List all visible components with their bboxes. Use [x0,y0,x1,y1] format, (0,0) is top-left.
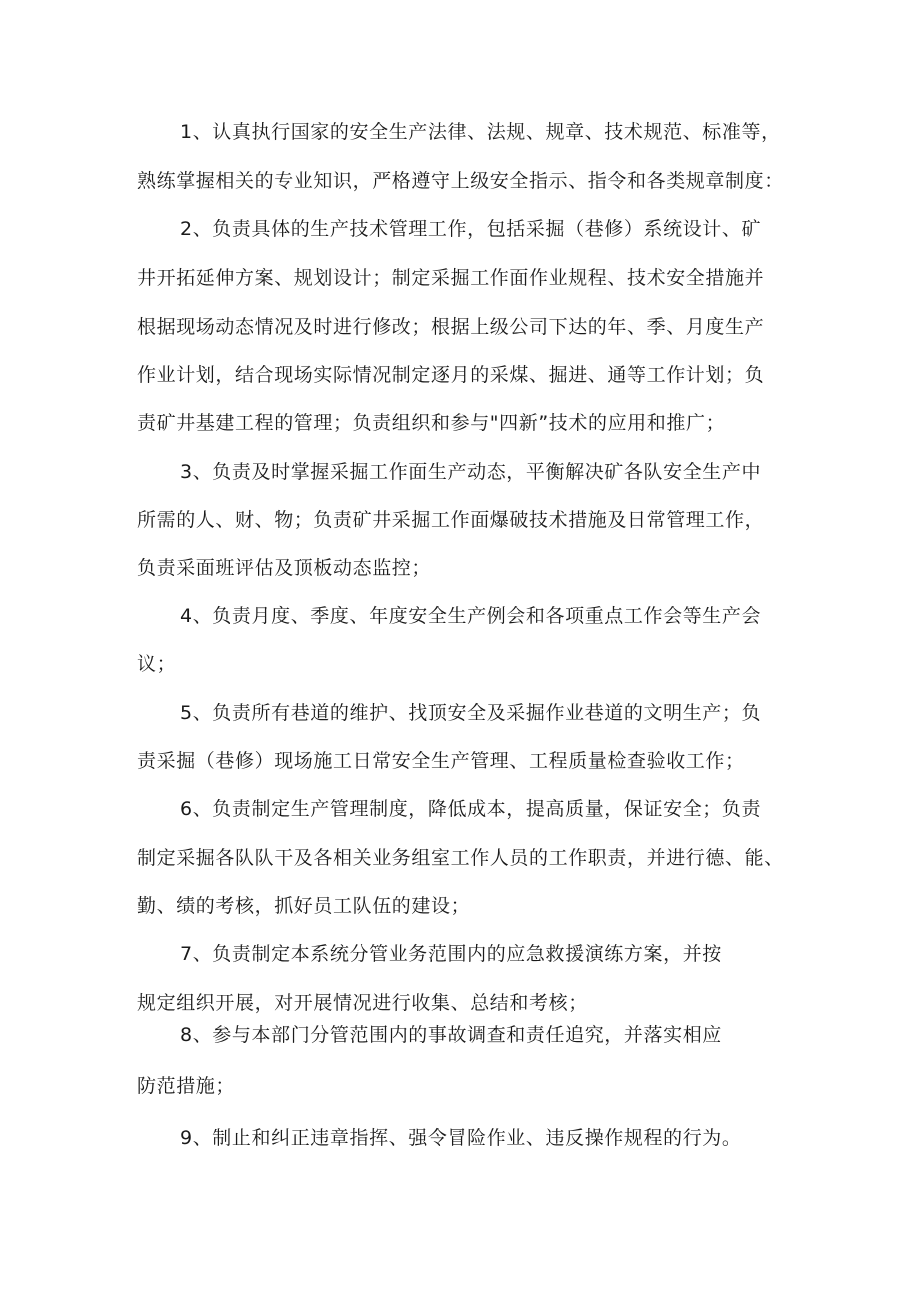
duty-item-9-line-1: 9、制止和纠正违章指挥、强令冒险作业、违反操作规程的行为。 [180,1127,742,1149]
duty-item-1-line-2: 熟练掌握相关的专业知识，严格遵守上级安全指示、指令和各类规章制度： [137,170,784,192]
duty-item-2-line-4: 作业计划，结合现场实际情况制定逐月的采煤、掘进、通等工作计划；负 [137,364,765,386]
duty-item-2-line-3: 根据现场动态情况及时进行修改；根据上级公司下达的年、季、月度生产 [137,316,765,338]
duty-item-3-line-3: 负责采面班评估及顶板动态监控； [137,557,432,579]
duty-item-2-line-5: 责矿井基建工程的管理；负责组织和参与"四新”技术的应用和推广； [137,412,726,434]
duty-item-4-line-1: 4、负责月度、季度、年度安全生产例会和各项重点工作会等生产会 [180,605,762,627]
duty-item-7-line-2: 规定组织开展，对开展情况进行收集、总结和考核； [137,992,588,1014]
duty-item-3-line-1: 3、负责及时掌握采掘工作面生产动态，平衡解决矿各队安全生产中 [180,461,762,483]
duty-item-7-line-1: 7、负责制定本系统分管业务范围内的应急救援演练方案，并按 [180,943,722,965]
duty-item-5-line-2: 责采掘（巷修）现场施工日常安全生产管理、工程质量检查验收工作； [137,750,745,772]
duty-item-3-line-2: 所需的人、财、物；负责矿井采掘工作面爆破技术措施及日常管理工作， [137,509,765,531]
duty-item-8-line-2: 防范措施； [137,1075,236,1097]
duty-item-5-line-1: 5、负责所有巷道的维护、找顶安全及采掘作业巷道的文明生产；负 [180,702,762,724]
duty-item-1-line-1: 1、认真执行国家的安全生产法律、法规、规章、技术规范、标准等， [180,121,781,143]
duty-item-6-line-3: 勤、绩的考核，抓好员工队伍的建设； [137,895,471,917]
duty-item-2-line-1: 2、负责具体的生产技术管理工作，包括采掘（巷修）系统设计、矿 [180,218,762,240]
duty-item-6-line-1: 6、负责制定生产管理制度，降低成本，提高质量，保证安全；负责 [180,798,762,820]
duty-item-4-line-2: 议； [137,653,177,675]
duty-item-2-line-2: 井开拓延伸方案、规划设计；制定采掘工作面作业规程、技术安全措施并 [137,267,765,289]
duty-item-6-line-2: 制定采掘各队队干及各相关业务组室工作人员的工作职责，并进行德、能、 [137,847,784,869]
duty-item-8-line-1: 8、参与本部门分管范围内的事故调查和责任追究，并落实相应 [180,1024,722,1046]
